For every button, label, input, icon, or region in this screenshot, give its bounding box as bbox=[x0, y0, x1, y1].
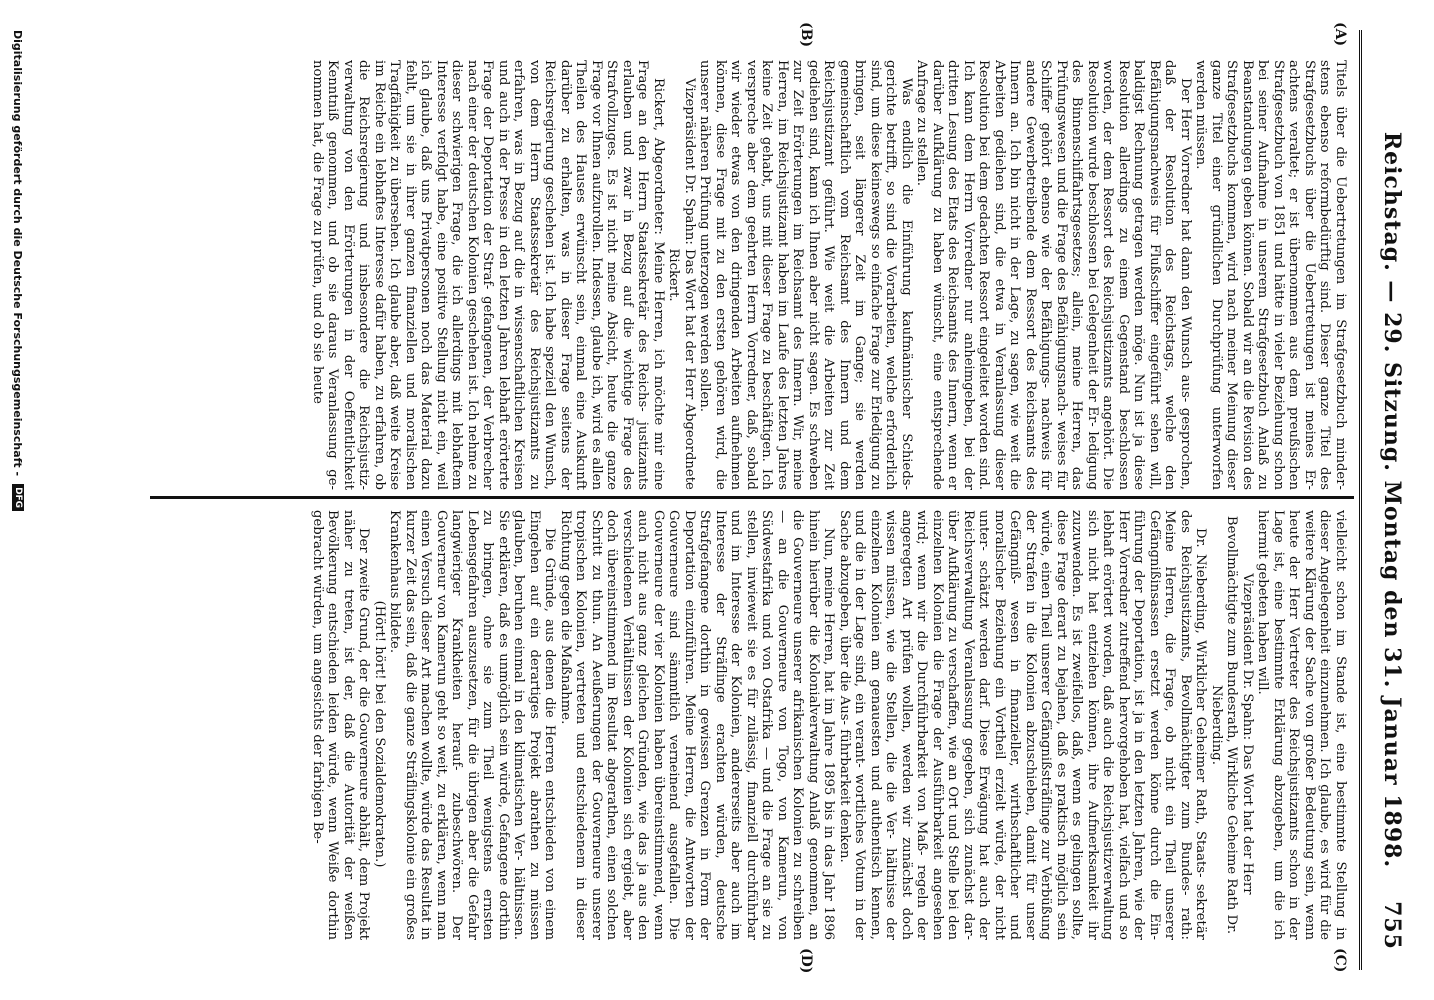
left-paragraph: Der Herr Vorredner hat dann den Wunsch aus- gesprochen, daß der Resolution des Reichstags, welche den Befähigungsnachweis für Flußschiffer eingeführt sehen will, baldigst Rechnung getragen werden möge. Nun ist ja diese Resolution allerdings zu einem Gegenstand beschlossen worden, der dem Ressort des Reichsjustizamts angehört. Die Resolution wurde beschlossen bei Gelegenheit der Er- ledigung des Binnenschiffahrtsgesetzes; allein, meine Herren, das Prüfungswesen und die Frage des Befähigungsnach- weises für Schiffer gehört ebenso wie der Befähigungs- nachweis für andere Gewerbetreibende dem Ressort des Reichsamts des Innern an. Ich bin nicht in der Lage, zu sagen, wie weit die Arbeiten gediehen sind, die etwa in Veranlassung dieser Resolution bei dem gedachten Ressort eingeleitet worden sind. Ich kann dem Herrn Vorredner nur anheimgeben, bei der dritten Lesung des Etats des Reichsamts des Innern, wenn er darüber Aufklärung zu haben wünscht, eine entsprechende Anfrage zu stellen. bbox=[914, 60, 1193, 490]
left-paragraph: Titels über die Uebertretungen im Strafgesetzbuch minder- stens ebenso reformbedürftig sind. Dieser ganze Titel des Strafgesetzbuchs über die Uebertretungen ist meines Er- achtens veraltet; er ist übernommen aus dem preußischen Strafgesetzbuch von 1851 und hätte in vieler Beziehung schon bei seiner Aufnahme in unserem Strafgesetzbuch Anlaß zu Beanstandungen geben können. Sobald wir an die Revision des Strafgesetzbuchs kommen, wird nach meiner Meinung dieser ganze Titel einer gründlichen Durchprüfung unterworfen werden müssen. bbox=[1193, 60, 1348, 490]
margin-mark-d: (D) bbox=[798, 948, 814, 974]
right-paragraph: Der zweite Grund, der die Gouverneure abhält, dem Projekt näher zu treten, ist der, daß die Autorität der weißen Bevölkerung entschieden leiden würde, wenn Weiße dorthin gebracht würden, um angesichts der farbigen Be- bbox=[310, 510, 372, 940]
right-paragraph: Nun, meine Herren, hat im Jahre 1895 bis in das Jahr 1896 hinein hierüber die Kolonialverwaltung Anlaß genommen, an die Gouverneure unserer afrikanischen Kolonien zu schreiben — an die Gouverneure von Togo, von Kamerun, von Südwestafrika und von Ostafrika — und die Frage an sie zu stellen, inwieweit sie es für zulässig, finanziell durchführbar und im Interesse der Kolonien, andererseits aber auch im Interesse der Sträflinge erachten würden, deutsche Strafgefangene dorthin in gewissen Grenzen in Form der Deportation einzuführen. Meine Herren, die Antworten der Gouverneure sind sämmtlich verneinend ausgefallen. Die Gouverneure der vier Kolonien haben übereinstimmend, wenn auch nicht aus ganz gleichen Gründen, wie das ja aus den verschiedenen Verhältnissen der Kolonien sich ergiebt, aber doch übereinstimmend im Resultat abgerathen, einen solchen Schritt zu thun. An Aeußerungen der Gouverneure unserer tropischen Kolonien, vertreten und entschiedenem in dieser Richtung gegen die Maßnahme. bbox=[558, 510, 837, 940]
left-paragraph: Vizepräsident Dr. Spahn: Das Wort hat der Herr Abgeordnete Rickert. bbox=[666, 78, 697, 490]
right-paragraph: (Hört! hört! bei den Sozialdemokraten.) bbox=[372, 600, 387, 868]
left-paragraph: Was endlich die Einführung kaufmännischer Schieds- gerichte betrifft, so sind die Vorarbeiten, welche erforderlich sind, um diese keineswegs so einfache Frage zur Erledigung zu bringen, seit längerer Zeit im Gange; sie werden gemeinschaftlich vom Reichsamt des Innern und dem Reichsjustizamt geführt. Wie weit die Arbeiten zur Zeit gediehen sind, kann ich Ihnen aber nicht sagen. Es schweben zur Zeit Erörterungen im Reichsamt des Innern. Wir, meine Herren, im Reichsjustizamt haben im Laufe des letzten Jahres keine Zeit gehabt, uns mit dieser Frage zu beschäftigen. Ich verspreche aber dem geehrten Herrn Vorredner, daß, sobald wir wieder etwas von den dringenden Arbeiten aufnehmen können, diese Frage mit zu den ersten gehören wird, die unserer näheren Prüfung unterzogen werden sollen. bbox=[697, 60, 914, 490]
left-paragraph: Rickert, Abgeordneter: Meine Herren, ich möchte mir eine Frage an den Herrn Staatssekretär des Reichs- justizamts erlauben und zwar in Bezug auf die wichtige Frage des Strafvollzuges. Es ist nicht meine Absicht, heute die ganze Frage vor Ihnen aufzurollen. Indessen, glaube ich, wird es allen Theilen des Hauses erwünscht sein, einmal eine Auskunft darüber zu erhalten, was in dieser Frage seitens der Reichsregierung geschehen ist. Ich habe speziell den Wunsch, von dem Herrn Staatssekretär des Reichsjustizamts zu erfahren, was in Bezug auf die in wissenschaftlichen Kreisen und auch in der Presse in den letzten Jahren lebhaft erörterte Frage der Deportation der Straf- gefangenen, der Verbrecher nach einer der deutschen Kolonien geschehen ist. Ich nehme zu dieser schwierigen Frage, die ich allerdings mit lebhaftem Interesse verfolgt habe, eine positive Stellung nicht ein, weil ich glaube, daß uns Privatpersonen noch das Material dazu fehlt, um sie in ihrer ganzen finanziellen und moralischen Tragfähigkeit zu übersehen. Ich glaube aber, daß weite Kreise im Reiche ein lebhaftes Interesse dafür haben, zu erfahren, ob die Reichsregierung und insbesondere die Reichsjustiz- verwaltung von den Erörterungen in der Oeffentlichkeit Kenntniß genommen, und ob sie daraus Veranlassung ge- nommen hat, die Frage zu prüfen, und ob sie heute bbox=[310, 60, 666, 490]
margin-mark-c: (C) bbox=[1332, 948, 1348, 973]
right-paragraph: Die Gründe, aus denen die Herren entschieden von einem Eingehen auf ein derartiges Projekt abrathen zu müssen glauben, beruhen einmal in den klimatischen Ver- hältnissen. Sie erklären, daß es unmöglich sein würde, Gefangene dorthin zu bringen, ohne sie zum Theil wenigstens ernsten Lebensgefahren auszusetzen, für die übrigen aber die Gefahr langwieriger Krankheiten herauf- zubeschwören. Der Gouverneur von Kamerun geht so weit, zu erklären, wenn man einen Versuch dieser Art machen wollte, würde das Resultat in kurzer Zeit das sein, daß die ganze Sträflingskolonie ein großes Krankenhaus bildete. bbox=[387, 510, 558, 940]
right-paragraph: vielleicht schon im Stande ist, eine bestimmte Stellung in dieser Angelegenheit einzunehmen. Ich glaube, es wird für die weitere Klärung der Sache von großer Bedeutung sein, wenn heute der Herr Vertreter des Reichsjustizamts schon in der Lage ist, eine bestimmte Erklärung abzugeben, um die ich hiermit gebeten haben will. bbox=[1255, 510, 1348, 940]
margin-mark-b: (B) bbox=[798, 22, 814, 48]
left-column bbox=[150, 60, 1348, 490]
right-paragraph: Vizepräsident Dr. Spahn: Das Wort hat der Herr Bevollmächtigte zum Bundesrath, Wirkliche Geheime Rath Dr. Nieberding. bbox=[1209, 515, 1255, 935]
header-rule bbox=[1359, 30, 1362, 970]
digitization-footer bbox=[8, 0, 28, 1000]
footer-text: Digitalisierung gefördert durch die Deutsche Forschungsgemeinschaft - bbox=[11, 30, 25, 477]
right-column bbox=[150, 510, 1348, 940]
column-divider bbox=[150, 496, 1354, 499]
dfg-logo: DFG bbox=[12, 484, 24, 511]
right-paragraph: Dr. Nieberding, Wirklicher Geheimer Rath, Staats- sekretär des Reichsjustizamts, Bevollmächtigter zum Bundes- rath: Meine Herren, die Frage, ob nicht ein Theil unserer Gefängnißinsassen ersetzt werden könne durch die Ein- führung der Deportation, ist ja in den letzten Jahren, wie der Herr Vorredner zutreffend hervorgehoben hat, vielfach und so lebhaft erörtert worden, daß auch die Reichsjustizverwaltung sich nicht hat entziehen können, ihre Aufmerksamkeit ihr zuzuwenden. Es ist zweifellos, daß, wenn es gelingen sollte, diese Frage derart zu bejahen, daß es praktisch möglich sein würde, einen Theil unserer Gefängnißsträflinge zur Verbüßung der Strafen in die Kolonien abzuschieben, damit für unser Gefängniß- wesen in finanzieller, wirthschaftlicher und moralischer Beziehung ein Vortheil erzielt würde, der nicht unter- schätzt werden darf. Diese Erwägung hat auch der Reichsverwaltung Veranlassung gegeben, sich zunächst dar- über Aufklärung zu verschaffen, wie an Ort und Stelle bei den einzelnen Kolonien die Frage der Ausführbarkeit angesehen wird; wenn wir die Durchführbarkeit von Maß- regeln der angeregten Art prüfen wollen, werden wir zunächst doch wissen müssen, wie die Stellen, die die Ver- hältnisse der einzelnen Kolonien am genauesten und authentisch kennen, und die in der Lage sind, ein verant- wortliches Votum in der Sache abzugeben, über die Aus- führbarkeit denken. bbox=[837, 510, 1209, 940]
page-number: 755 bbox=[1379, 901, 1405, 950]
header-title: Reichstag. — 29. Sitzung. Montag den 31. Januar 1898. bbox=[1379, 131, 1405, 869]
margin-mark-a: (A) bbox=[1332, 22, 1348, 47]
page-header bbox=[1372, 40, 1412, 960]
